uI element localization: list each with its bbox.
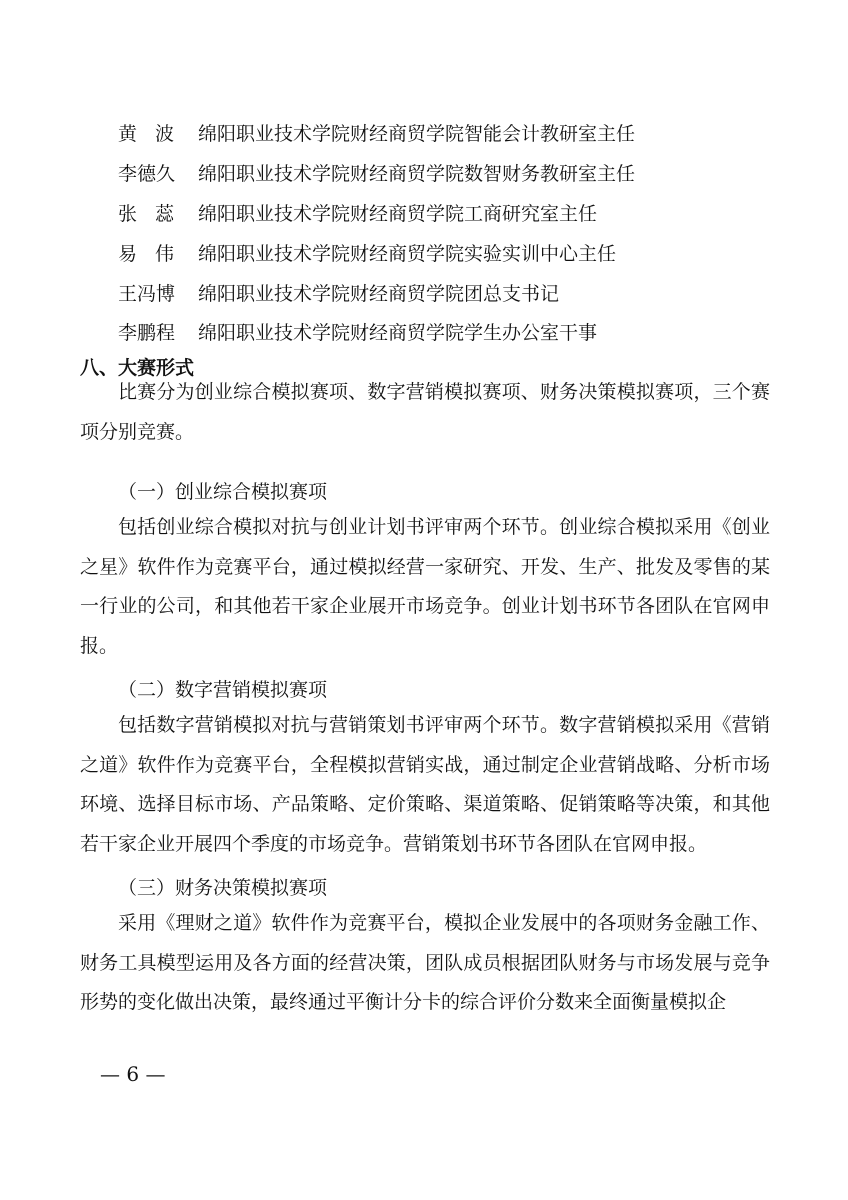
subsection-paragraph: 包括创业综合模拟对抗与创业计划书评审两个环节。创业综合模拟采用《创业之星》软件作为竞赛平台，通过模拟经营一家研究、开发、生产、批发及零售的某一行业的公司，和其他若干家企业展开市场竞争。创业计划书环节各团队在官网申报。: [80, 516, 770, 657]
subsection-paragraph: 采用《理财之道》软件作为竞赛平台，模拟企业发展中的各项财务金融工作、财务工具模型运用及各方面的经营决策，团队成员根据团队财务与市场发展与竞争形势的变化做出决策，最终通过平衡计分卡的综合评价分数来全面衡量模拟企: [80, 912, 770, 1014]
staff-name: 李鹏程: [118, 322, 176, 345]
subsection-paragraph: 包括数字营销模拟对抗与营销策划书评审两个环节。数字营销模拟采用《营销之道》软件作为竞赛平台，全程模拟营销实战，通过制定企业营销战略、分析市场环境、选择目标市场、产品策略、定价策略、渠道策略、促销策略等决策，和其他若干家企业开展四个季度的市场竞争。营销策划书环节各团队在官网申报。: [80, 714, 770, 855]
staff-row: [118, 272, 778, 312]
staff-name: 黄波: [118, 123, 193, 146]
staff-row: [118, 312, 778, 352]
staff-name: 王冯博: [118, 282, 176, 305]
staff-role: 绵阳职业技术学院财经商贸学院工商研究室主任: [198, 202, 598, 225]
staff-role: 绵阳职业技术学院财经商贸学院实验实训中心主任: [198, 242, 617, 265]
staff-list: [118, 113, 778, 352]
subsection-heading: （一）创业综合模拟赛项: [118, 481, 328, 503]
staff-row: [118, 113, 778, 153]
staff-role: 绵阳职业技术学院财经商贸学院智能会计教研室主任: [198, 123, 636, 146]
staff-role: 绵阳职业技术学院财经商贸学院学生办公室干事: [198, 322, 598, 345]
staff-role: 绵阳职业技术学院财经商贸学院团总支书记: [198, 282, 560, 305]
staff-row: [118, 153, 778, 193]
staff-row: [118, 232, 778, 272]
subsection-heading: （三）财务决策模拟赛项: [118, 877, 328, 899]
section-intro-paragraph: 比赛分为创业综合模拟赛项、数字营销模拟赛项、财务决策模拟赛项，三个赛项分别竞赛。: [80, 381, 770, 443]
section-heading: 八、大赛形式: [80, 357, 195, 379]
page-number: — 6 —: [100, 1062, 166, 1086]
staff-name: 易伟: [118, 242, 193, 265]
staff-name: 李德久: [118, 163, 176, 186]
staff-role: 绵阳职业技术学院财经商贸学院数智财务教研室主任: [198, 163, 636, 186]
staff-name: 张蕊: [118, 202, 193, 225]
subsection-heading: （二）数字营销模拟赛项: [118, 679, 328, 701]
staff-row: [118, 193, 778, 233]
